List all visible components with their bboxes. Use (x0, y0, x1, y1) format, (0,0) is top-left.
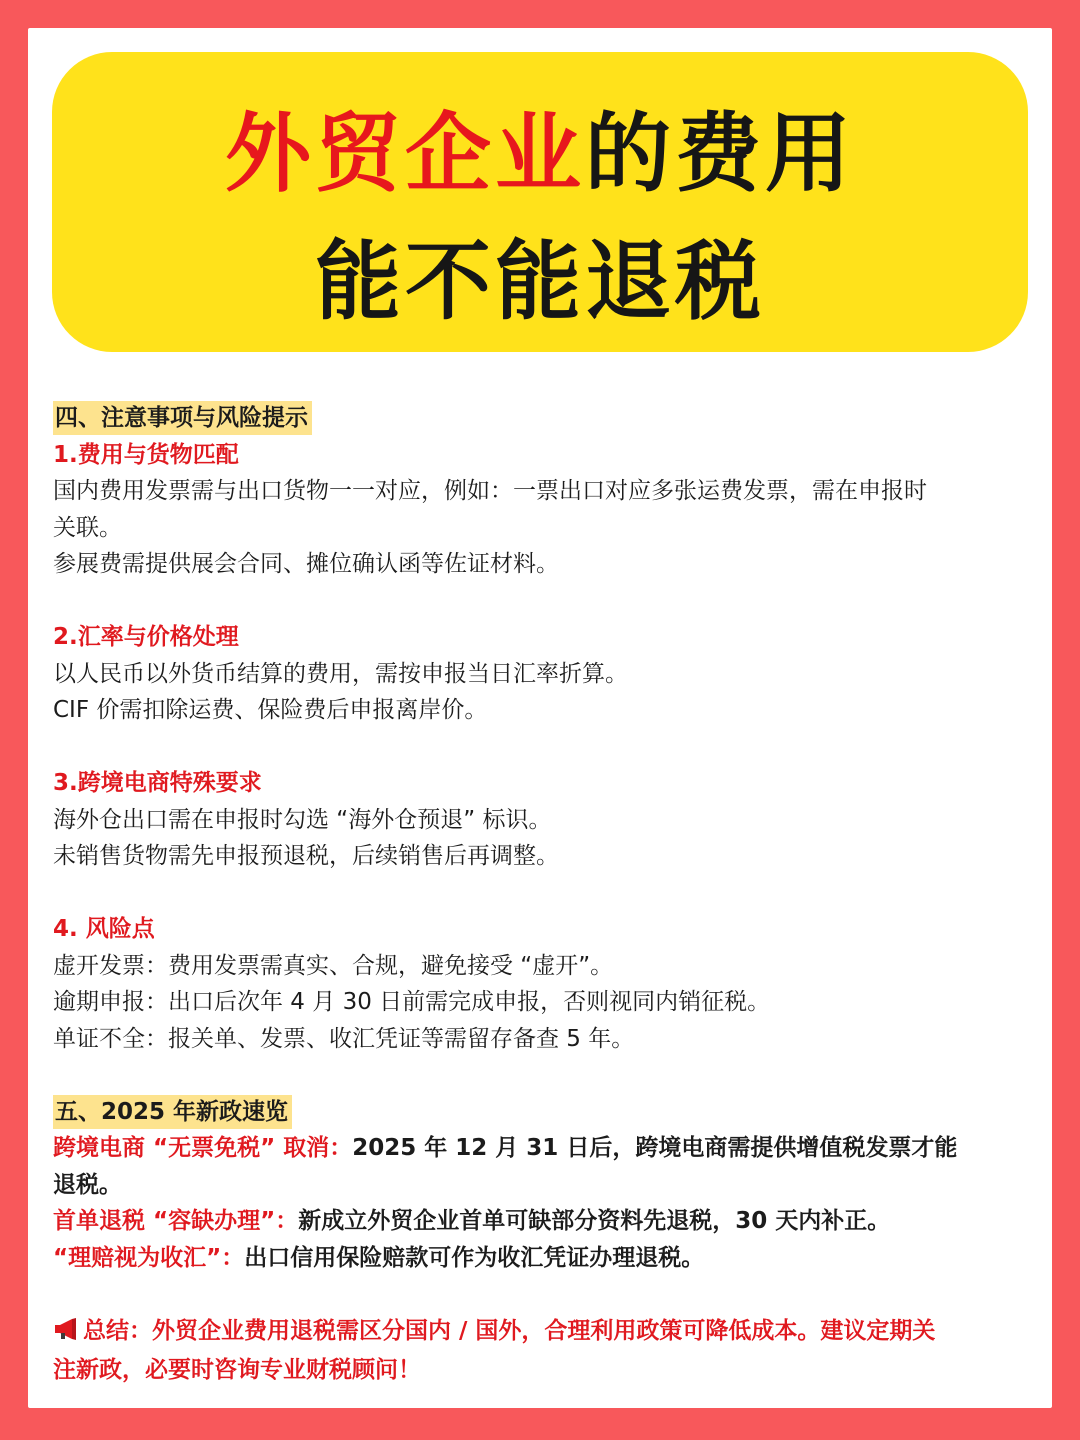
policy-3-text: 出口信用保险赔款可作为收汇凭证办理退税。 (244, 1244, 705, 1271)
policy-3-label: “理赔视为收汇”： (53, 1244, 245, 1271)
item-2-subtitle: 2.汇率与价格处理 (53, 624, 239, 650)
policy-2-text: 新成立外贸企业首单可缺部分资料先退税，30 天内补正。 (298, 1208, 891, 1234)
item-4-line-1: 虚开发票：费用发票需真实、合规，避免接受 “虚开”。 (53, 952, 614, 979)
policy-3 (53, 1240, 1045, 1277)
item-2-line-2: CIF 价需扣除运费、保险费后申报离岸价。 (53, 697, 488, 723)
item-3-line-2: 未销售货物需先申报预退税，后续销售后再调整。 (53, 843, 559, 869)
megaphone-icon (53, 1316, 83, 1353)
title-line-2: 能不能退税 (315, 232, 765, 332)
policy-2-label: 首单退税 “容缺办理”： (53, 1208, 299, 1234)
item-1-subtitle: 1.费用与货物匹配 (53, 441, 239, 468)
policy-2 (53, 1203, 1045, 1240)
item-4-line-2: 逾期申报：出口后次年 4 月 30 日前需完成申报，否则视同内销征税。 (53, 989, 771, 1015)
summary-line-1 (53, 1313, 1045, 1353)
article-body (53, 400, 1045, 1389)
item-3-line-1: 海外仓出口需在申报时勾选 “海外仓预退” 标识。 (53, 806, 552, 833)
item-3-subtitle: 3.跨境电商特殊要求 (53, 770, 262, 796)
content-card (28, 28, 1052, 1408)
summary-text-1: 总结：外贸企业费用退税需区分国内 / 国外，合理利用政策可降低成本。建议定期关 (83, 1317, 936, 1344)
title-banner (52, 52, 1028, 352)
item-1-line-2: 关联。 (53, 514, 122, 541)
item-4-subtitle: 4. 风险点 (53, 916, 155, 942)
item-1-line-3: 参展费需提供展会合同、摊位确认函等佐证材料。 (53, 551, 559, 577)
title-black-part: 的费用 (585, 104, 855, 204)
section-4-heading: 四、注意事项与风险提示 (53, 401, 312, 435)
title-red-part: 外贸企业 (225, 104, 585, 204)
summary-line-2: 注新政，必要时咨询专业财税顾问！ (53, 1357, 421, 1383)
item-2-line-1: 以人民币以外货币结算的费用，需按申报当日汇率折算。 (53, 660, 628, 687)
item-1-line-1: 国内费用发票需与出口货物一一对应，例如：一票出口对应多张运费发票，需在申报时 (53, 478, 927, 504)
item-4-line-3: 单证不全：报关单、发票、收汇凭证等需留存备查 5 年。 (53, 1025, 635, 1052)
title-line-1 (52, 104, 1028, 204)
policy-1-text: 2025 年 12 月 31 日后，跨境电商需提供增值税发票才能 (352, 1135, 958, 1161)
policy-1-label: 跨境电商 “无票免税” 取消： (53, 1135, 353, 1161)
policy-1 (53, 1130, 1045, 1167)
section-5-heading: 五、2025 年新政速览 (53, 1095, 292, 1129)
policy-1-text-cont: 退税。 (53, 1171, 122, 1198)
